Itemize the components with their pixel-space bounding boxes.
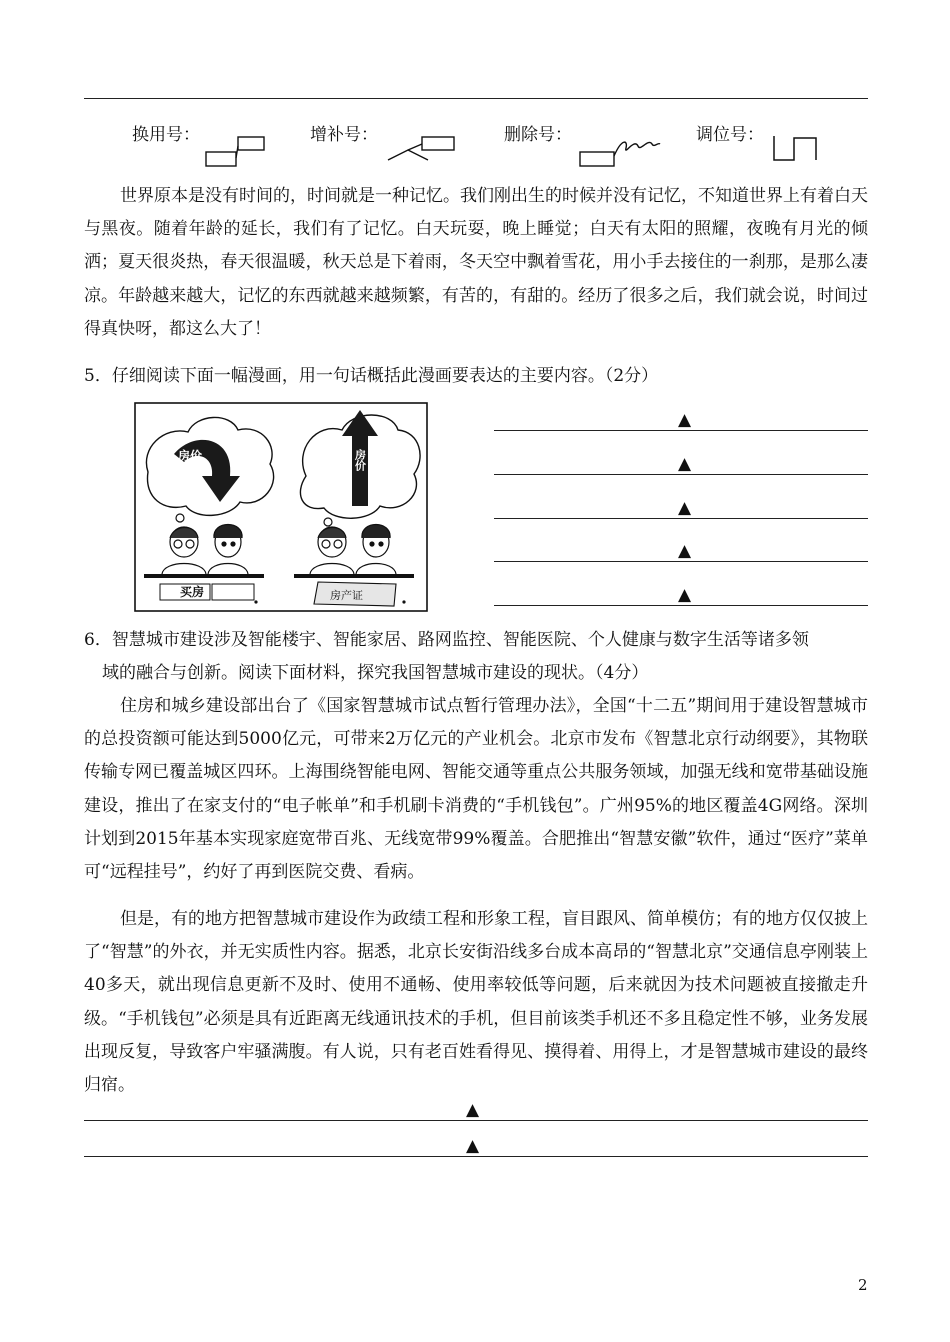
answer-line[interactable]	[494, 561, 868, 562]
answer-mark: ▲	[678, 454, 692, 474]
delete-mark-icon	[578, 134, 662, 170]
insert-mark-label: 增补号：	[310, 125, 378, 145]
question-5-text: 5．仔细阅读下面一幅漫画，用一句话概括此漫画要表达的主要内容。（2分）	[84, 366, 659, 386]
answer-mark: ▲	[466, 1136, 480, 1156]
answer-mark: ▲	[678, 541, 692, 561]
answer-line[interactable]	[494, 474, 868, 475]
memory-passage: 世界原本是没有时间的，时间就是一种记忆。我们刚出生的时候并没有记忆，不知道世界上有着白天与黑夜。随着年龄的延长，我们有了记忆。白天玩耍，晚上睡觉；白天有太阳的照耀，夜晚有月光的倾洒；夏天很炎热，春天很温暖，秋天总是下着雨，冬天空中飘着雪花，用小手去接住的一刹那，是那么凄凉。年龄越来越大，记忆的东西就越来越频繁，有苦的，有甜的。经历了很多之后，我们就会说，时间过得真快呀，都这么大了！	[84, 186, 868, 339]
left-table-text: 买房	[180, 585, 205, 599]
q6-material-paragraph-2: 但是，有的地方把智慧城市建设作为政绩工程和形象工程，盲目跟风、简单模仿；有的地方仅仅披上了“智慧”的外衣，并无实质性内容。据悉，北京长安街沿线多台成本高昂的“智慧北京”交通信息亭刚装上40多天，就出现信息更新不及时、使用不通畅、使用率较低等问题，后来就因为技术问题被直接撤走升级。“手机钱包”必须是具有近距离无线通讯技术的手机，但目前该类手机还不多且稳定性不够，业务发展出现反复，导致客户牢骚满腹。有人说，只有老百姓看得见、摸得着、用得上，才是智慧城市建设的最终归宿。	[84, 909, 868, 1096]
q6-material-paragraph-1: 住房和城乡建设部出台了《国家智慧城市试点暂行管理办法》，全国“十二五”期间用于建设智慧城市的总投资额可能达到5000亿元，可带来2万亿元的产业机会。北京市发布《智慧北京行动纲要》，其物联传输专网已覆盖城区四环。上海围绕智能电网、智能交通等重点公共服务领域，加强无线和宽带基础设施建设，推出了在家支付的“电子帐单”和手机刷卡消费的“手机钱包”。广州95%的地区覆盖4G网络。深圳计划到2015年基本实现家庭宽带百兆、无线宽带99%覆盖。合肥推出“智慧安徽”软件，通过“医疗”菜单可“远程挂号”，约好了再到医院交费、看病。	[84, 696, 868, 883]
answer-mark: ▲	[678, 585, 692, 605]
delete-mark-label: 删除号：	[504, 125, 572, 145]
answer-line[interactable]	[84, 1156, 868, 1157]
question-6-line-1: 6．智慧城市建设涉及智能楼宇、智能家居、路网监控、智能医院、个人健康与数字生活等诸多领	[84, 630, 809, 650]
answer-mark: ▲	[678, 410, 692, 430]
top-rule	[84, 98, 868, 99]
question-6-line-2: 域的融合与创新。阅读下面材料，探究我国智慧城市建设的现状。（4分）	[102, 663, 649, 683]
answer-mark: ▲	[466, 1100, 480, 1120]
right-bubble-text: 房价	[353, 449, 367, 471]
insert-mark-icon	[386, 134, 458, 164]
answer-line[interactable]	[84, 1120, 868, 1121]
answer-mark: ▲	[678, 498, 692, 518]
money-stack	[160, 584, 254, 600]
house-price-cartoon	[134, 402, 428, 612]
answer-line[interactable]	[494, 605, 868, 606]
answer-line[interactable]	[494, 430, 868, 431]
left-bubble-text: 房价	[178, 449, 203, 463]
replace-mark-label: 换用号：	[132, 125, 200, 145]
answer-line[interactable]	[494, 518, 868, 519]
transpose-mark-icon	[770, 132, 822, 164]
right-table-text: 房产证	[330, 589, 363, 602]
page-number: 2	[858, 1276, 868, 1294]
replace-mark-icon	[204, 134, 268, 170]
transpose-mark-label: 调位号：	[696, 125, 764, 145]
